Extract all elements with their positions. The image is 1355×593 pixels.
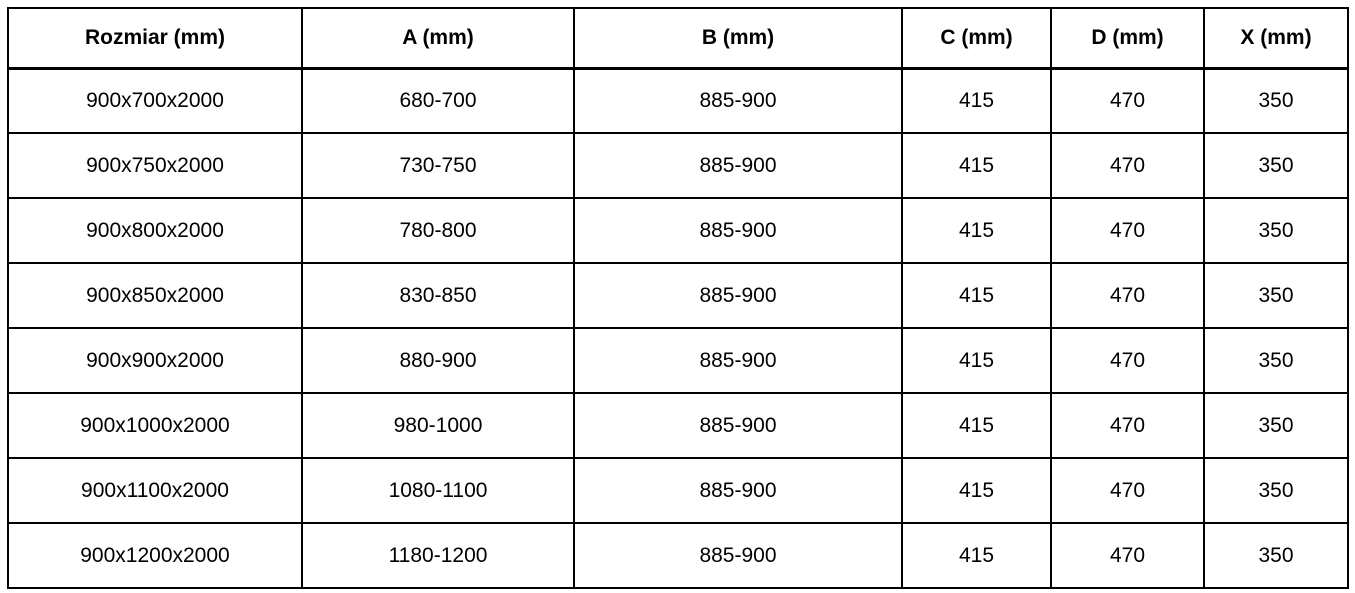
cell-c: 415	[902, 458, 1051, 523]
cell-x: 350	[1204, 198, 1348, 263]
cell-d: 470	[1051, 133, 1204, 198]
cell-d: 470	[1051, 198, 1204, 263]
cell-c: 415	[902, 523, 1051, 588]
cell-c: 415	[902, 68, 1051, 133]
column-header-b: B (mm)	[574, 8, 902, 68]
table-row	[8, 198, 1348, 263]
column-header-c: C (mm)	[902, 8, 1051, 68]
cell-a: 1180-1200	[302, 523, 574, 588]
cell-a: 1080-1100	[302, 458, 574, 523]
header-row	[8, 8, 1348, 68]
cell-d: 470	[1051, 523, 1204, 588]
cell-d: 470	[1051, 328, 1204, 393]
cell-rozmiar: 900x900x2000	[8, 328, 302, 393]
cell-c: 415	[902, 328, 1051, 393]
cell-a: 980-1000	[302, 393, 574, 458]
table-row	[8, 263, 1348, 328]
column-header-a: A (mm)	[302, 8, 574, 68]
column-header-rozmiar: Rozmiar (mm)	[8, 8, 302, 68]
cell-c: 415	[902, 263, 1051, 328]
cell-c: 415	[902, 133, 1051, 198]
cell-a: 680-700	[302, 68, 574, 133]
cell-c: 415	[902, 198, 1051, 263]
cell-b: 885-900	[574, 523, 902, 588]
table-row	[8, 523, 1348, 588]
cell-b: 885-900	[574, 133, 902, 198]
table-row	[8, 133, 1348, 198]
table-row	[8, 328, 1348, 393]
cell-d: 470	[1051, 263, 1204, 328]
cell-rozmiar: 900x700x2000	[8, 68, 302, 133]
cell-b: 885-900	[574, 458, 902, 523]
cell-rozmiar: 900x1200x2000	[8, 523, 302, 588]
cell-b: 885-900	[574, 198, 902, 263]
cell-rozmiar: 900x800x2000	[8, 198, 302, 263]
cell-x: 350	[1204, 133, 1348, 198]
table-row	[8, 68, 1348, 133]
cell-b: 885-900	[574, 328, 902, 393]
cell-d: 470	[1051, 393, 1204, 458]
cell-d: 470	[1051, 68, 1204, 133]
cell-x: 350	[1204, 523, 1348, 588]
cell-x: 350	[1204, 68, 1348, 133]
cell-a: 780-800	[302, 198, 574, 263]
cell-b: 885-900	[574, 68, 902, 133]
cell-c: 415	[902, 393, 1051, 458]
cell-a: 880-900	[302, 328, 574, 393]
cell-rozmiar: 900x1000x2000	[8, 393, 302, 458]
cell-d: 470	[1051, 458, 1204, 523]
column-header-x: X (mm)	[1204, 8, 1348, 68]
table-header	[8, 8, 1348, 68]
cell-x: 350	[1204, 328, 1348, 393]
cell-rozmiar: 900x1100x2000	[8, 458, 302, 523]
cell-rozmiar: 900x750x2000	[8, 133, 302, 198]
cell-x: 350	[1204, 458, 1348, 523]
cell-b: 885-900	[574, 393, 902, 458]
cell-rozmiar: 900x850x2000	[8, 263, 302, 328]
cell-a: 830-850	[302, 263, 574, 328]
cell-x: 350	[1204, 263, 1348, 328]
table-body	[8, 68, 1348, 588]
table-row	[8, 393, 1348, 458]
cell-b: 885-900	[574, 263, 902, 328]
cell-a: 730-750	[302, 133, 574, 198]
column-header-d: D (mm)	[1051, 8, 1204, 68]
cell-x: 350	[1204, 393, 1348, 458]
table-row	[8, 458, 1348, 523]
size-dimensions-table	[7, 7, 1349, 589]
